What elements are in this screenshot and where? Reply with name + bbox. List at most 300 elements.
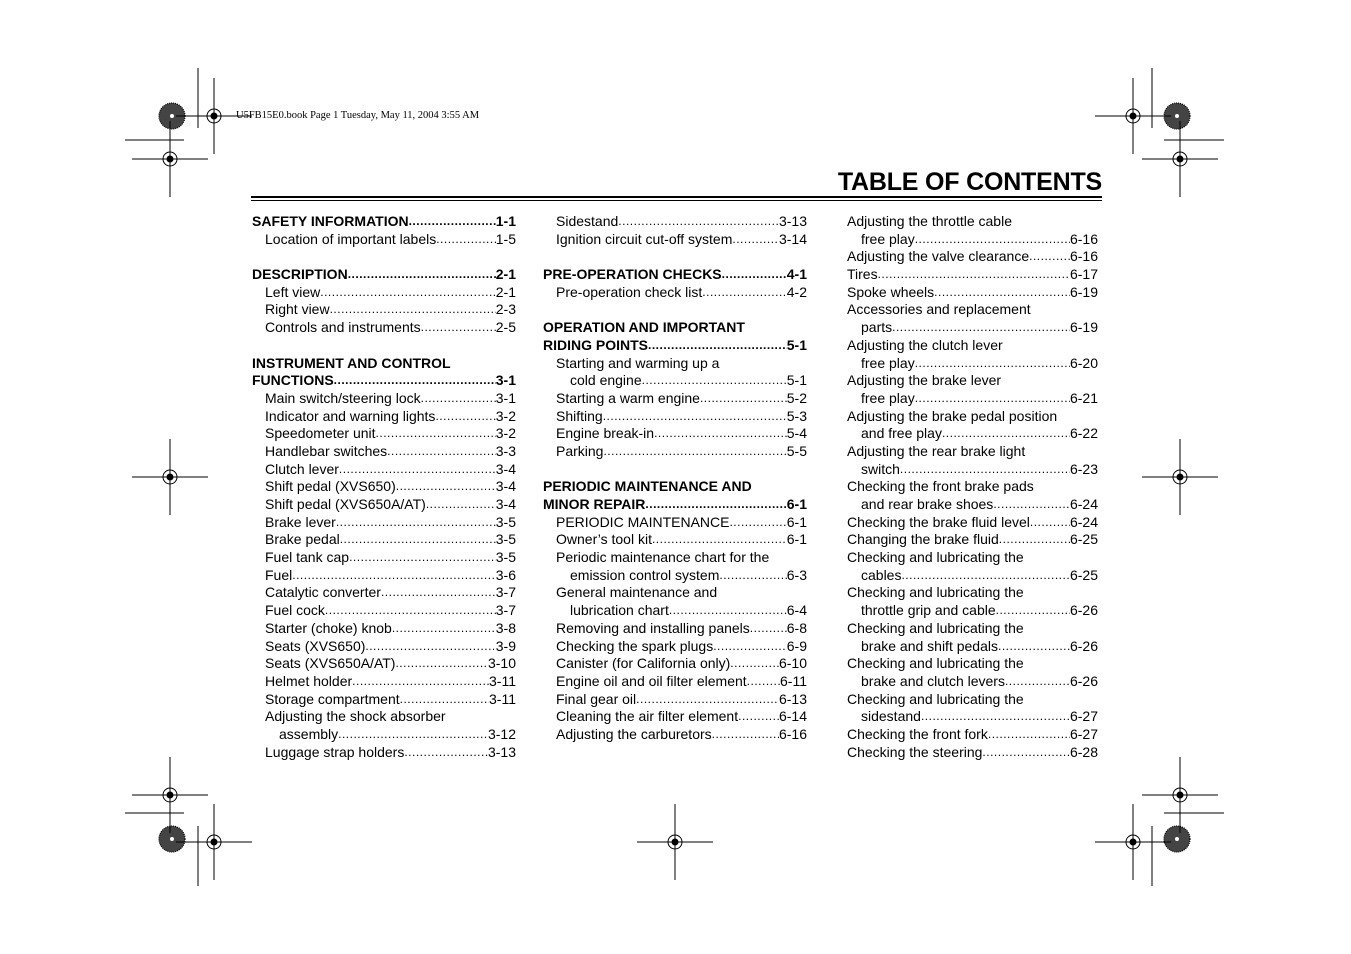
dot-leader	[292, 567, 496, 585]
toc-entry-page: 3-9	[495, 637, 516, 654]
dot-leader	[915, 231, 1070, 249]
toc-entry-title: Final gear oil	[556, 690, 637, 707]
toc-entry	[252, 213, 516, 231]
toc-entry	[543, 567, 807, 585]
dot-leader	[993, 496, 1070, 514]
dot-leader	[713, 638, 787, 656]
toc-entry-page: 5-5	[786, 442, 807, 459]
toc-entry-page: 6-16	[1069, 230, 1098, 247]
toc-entry-title: Changing the brake fluid	[847, 531, 999, 548]
toc-entry-page: 5-4	[786, 425, 807, 442]
toc-entry-title: Checking the brake fluid level	[847, 513, 1030, 530]
toc-entry-page: 6-17	[1069, 266, 1098, 283]
toc-entry-page: 2-5	[495, 319, 516, 336]
toc-entry-page: 6-23	[1069, 460, 1098, 477]
dot-leader	[603, 443, 786, 461]
toc-entry	[847, 496, 1098, 514]
toc-entry	[252, 638, 516, 656]
toc-entry-title: brake and clutch levers	[861, 672, 1005, 689]
dot-leader	[750, 620, 787, 638]
toc-entry	[252, 514, 516, 532]
toc-entry-page: 6-25	[1069, 566, 1098, 583]
toc-entry	[252, 531, 516, 549]
toc-entry-title: INSTRUMENT AND CONTROL	[252, 354, 451, 371]
toc-entry	[847, 584, 1098, 602]
toc-entry-title: General maintenance and	[556, 584, 718, 601]
toc-entry-page: 2-1	[495, 266, 516, 283]
toc-entry-title: DESCRIPTION	[252, 266, 348, 283]
toc-entry-title: free play	[861, 354, 915, 371]
toc-entry	[847, 691, 1098, 709]
toc-entry-title: Brake lever	[265, 513, 336, 530]
toc-entry-title: Engine break-in	[556, 425, 655, 442]
dot-leader	[702, 284, 786, 302]
toc-entry-title: lubrication chart	[570, 602, 669, 619]
toc-entry-page: 3-13	[487, 743, 516, 760]
toc-entry	[543, 602, 807, 620]
dot-leader	[349, 549, 496, 567]
dot-leader	[320, 284, 496, 302]
dot-leader	[738, 708, 779, 726]
toc-entry-page: 6-24	[1069, 496, 1098, 512]
dot-leader	[421, 319, 496, 337]
toc-entry-page: 3-11	[489, 672, 516, 689]
toc-entry-page: 3-4	[495, 478, 516, 495]
toc-entry	[847, 514, 1098, 532]
toc-entry	[543, 514, 807, 532]
toc-entry	[543, 531, 807, 549]
toc-entry-title: Starting a warm engine	[556, 389, 700, 406]
toc-entry	[543, 284, 807, 302]
toc-entry-title: Checking and lubricating the	[847, 655, 1024, 672]
toc-entry-title: Ignition circuit cut-off system	[556, 230, 733, 247]
dot-leader	[325, 602, 496, 620]
dot-leader	[435, 408, 495, 426]
toc-entry	[847, 461, 1098, 479]
dot-leader	[652, 531, 787, 549]
toc-entry	[847, 478, 1098, 496]
dot-leader	[900, 461, 1070, 479]
spoke-mark-icon	[1164, 826, 1190, 852]
toc-entry-page: 6-27	[1069, 725, 1098, 742]
toc-entry-title: Accessories and replacement	[847, 301, 1031, 318]
toc-entry	[847, 408, 1098, 426]
toc-entry-page: 3-8	[495, 619, 516, 636]
registration-target-icon	[1142, 121, 1218, 197]
dot-leader	[988, 726, 1070, 744]
dot-leader	[732, 231, 779, 249]
toc-entry-title: Adjusting the brake lever	[847, 372, 1002, 389]
dot-leader	[934, 284, 1070, 302]
toc-entry-page: 3-10	[487, 655, 516, 672]
page-title: TABLE OF CONTENTS	[837, 168, 1102, 196]
toc-entry-title: Fuel tank cap	[265, 549, 350, 566]
toc-entry-title: Clutch lever	[265, 460, 339, 477]
toc-entry-title: brake and shift pedals	[861, 637, 998, 654]
toc-entry	[543, 673, 807, 691]
toc-entry-title: Shifting	[556, 407, 603, 424]
toc-entry-title: PERIODIC MAINTENANCE	[556, 513, 730, 530]
toc-entry	[847, 319, 1098, 337]
toc-entry-title: switch	[861, 460, 900, 477]
toc-entry	[252, 708, 516, 726]
title-rule	[251, 196, 1102, 198]
toc-entry-title: Engine oil and oil filter element	[556, 672, 747, 689]
registration-target-icon	[176, 804, 252, 880]
toc-entry-title: Fuel	[265, 566, 293, 583]
toc-entry-title: Starting and warming up a	[556, 354, 720, 371]
toc-entry-page: 6-3	[786, 566, 807, 583]
toc-entry-title: Parking	[556, 442, 604, 459]
toc-entry	[252, 567, 516, 585]
toc-entry	[543, 213, 807, 231]
toc-entry-page: 3-13	[778, 213, 807, 229]
toc-entry-title: cold engine	[570, 372, 642, 389]
toc-entry	[543, 443, 807, 461]
dot-leader	[719, 567, 786, 585]
toc-column-1	[252, 213, 516, 761]
dot-leader	[1005, 673, 1070, 691]
toc-entry	[847, 425, 1098, 443]
toc-entry-title: Main switch/steering lock	[265, 389, 421, 406]
dot-leader	[339, 461, 496, 479]
dot-leader	[348, 266, 496, 284]
toc-entry-page: 3-4	[495, 460, 516, 477]
toc-entry	[252, 284, 516, 302]
dot-leader	[336, 514, 496, 532]
toc-entry-title: Luggage strap holders	[265, 743, 405, 760]
toc-entry-page: 6-1	[786, 513, 807, 530]
toc-entry	[543, 549, 807, 567]
toc-entry-page: 6-10	[778, 655, 807, 672]
toc-entry-title: Right view	[265, 301, 330, 318]
toc-entry-title: and free play	[861, 425, 942, 442]
registration-target-icon	[132, 121, 208, 197]
toc-entry	[252, 390, 516, 408]
toc-entry	[252, 266, 516, 284]
dot-leader	[982, 744, 1070, 762]
toc-entry	[543, 708, 807, 726]
dot-leader	[642, 372, 787, 390]
toc-entry-title: Catalytic converter	[265, 584, 381, 601]
toc-entry	[252, 461, 516, 479]
dot-leader	[996, 602, 1070, 620]
toc-entry-page: 3-1	[495, 389, 516, 406]
toc-entry-title: Pre-operation check list	[556, 283, 703, 300]
toc-entry-title: Checking and lubricating the	[847, 549, 1024, 566]
toc-entry-title: RIDING POINTS	[543, 336, 649, 353]
registration-target-icon	[132, 757, 208, 833]
toc-entry	[847, 372, 1098, 390]
toc-entry-title: Checking and lubricating the	[847, 619, 1024, 636]
dot-leader	[400, 691, 489, 709]
dot-leader	[376, 425, 496, 443]
dot-leader	[396, 478, 496, 496]
toc-entry-title: Indicator and warning lights	[265, 407, 436, 424]
toc-entry	[847, 337, 1098, 355]
registration-target-icon	[132, 439, 208, 515]
dot-leader	[381, 584, 496, 602]
toc-entry-title: Left view	[265, 283, 321, 300]
toc-entry-title: Brake pedal	[265, 531, 340, 548]
dot-leader	[901, 567, 1070, 585]
toc-entry-title: Adjusting the carburetors	[556, 725, 712, 742]
toc-entry-page: 3-5	[495, 531, 516, 548]
toc-entry-title: SAFETY INFORMATION	[252, 213, 409, 229]
toc-entry-page: 5-3	[786, 407, 807, 424]
toc-entry-page: 3-14	[778, 230, 807, 247]
dot-leader	[722, 266, 787, 284]
registration-target-icon	[1095, 804, 1171, 880]
toc-entry-page: 3-5	[495, 549, 516, 566]
registration-target-icon	[637, 804, 713, 880]
dot-leader	[1029, 248, 1070, 266]
title-rule-thin	[251, 200, 1102, 201]
toc-entry-page: 6-26	[1069, 637, 1098, 654]
dot-leader	[436, 231, 496, 249]
toc-entry-title: cables	[861, 566, 902, 583]
dot-leader	[648, 337, 787, 355]
dot-leader	[1030, 514, 1070, 532]
toc-entry	[847, 620, 1098, 638]
toc-entry-title: Starter (choke) knob	[265, 619, 392, 636]
toc-entry-title: Shift pedal (XVS650)	[265, 478, 396, 495]
toc-entry-title: PRE-OPERATION CHECKS	[543, 266, 722, 283]
dot-leader	[998, 638, 1070, 656]
toc-entry	[543, 655, 807, 673]
print-header: U5FB15E0.book Page 1 Tuesday, May 11, 2004 3:55 AM	[236, 110, 480, 121]
toc-entry-title: and rear brake shoes	[861, 496, 994, 512]
registration-target-icon	[1095, 78, 1171, 154]
dot-leader	[730, 655, 779, 673]
dot-leader	[999, 531, 1070, 549]
dot-leader	[352, 673, 489, 691]
dot-leader	[942, 425, 1070, 443]
dot-leader	[330, 301, 496, 319]
toc-entry-page: 6-4	[786, 602, 807, 619]
toc-entry	[543, 425, 807, 443]
toc-entry-page: 6-26	[1069, 602, 1098, 619]
toc-entry	[543, 496, 807, 514]
toc-entry	[847, 549, 1098, 567]
toc-entry-page: 3-7	[495, 602, 516, 619]
toc-entry	[252, 425, 516, 443]
toc-entry	[847, 655, 1098, 673]
toc-entry-title: Adjusting the brake pedal position	[847, 407, 1058, 424]
dot-leader	[603, 408, 787, 426]
toc-entry-title: throttle grip and cable	[861, 602, 996, 619]
dot-leader	[915, 355, 1070, 373]
toc-entry	[543, 337, 807, 355]
toc-entry-page: 3-3	[495, 442, 516, 459]
toc-entry-title: Periodic maintenance chart for the	[556, 549, 770, 566]
toc-entry	[543, 355, 807, 373]
toc-entry-title: Adjusting the valve clearance	[847, 248, 1030, 265]
toc-entry	[252, 726, 516, 744]
toc-entry	[252, 691, 516, 709]
toc-entry-title: Adjusting the clutch lever	[847, 336, 1003, 353]
toc-entry	[252, 620, 516, 638]
toc-entry	[252, 231, 516, 249]
dot-leader	[878, 266, 1070, 284]
toc-entry-page: 6-19	[1069, 283, 1098, 300]
toc-entry-page: 6-8	[786, 619, 807, 636]
dot-leader	[387, 443, 496, 461]
toc-entry-page: 2-3	[495, 301, 516, 318]
toc-column-3	[847, 213, 1098, 761]
dot-leader	[915, 390, 1070, 408]
toc-entry	[543, 372, 807, 390]
toc-entry-page: 3-12	[487, 725, 516, 742]
dot-leader	[645, 496, 786, 514]
toc-entry-title: Fuel cock	[265, 602, 325, 619]
toc-entry-page: 3-5	[495, 513, 516, 530]
toc-entry-page: 6-26	[1069, 672, 1098, 689]
toc-entry-title: Tires	[847, 266, 878, 283]
toc-entry-title: Helmet holder	[265, 672, 353, 689]
toc-entry-title: emission control system	[570, 566, 720, 583]
toc-entry-page: 6-25	[1069, 531, 1098, 548]
toc-entry	[252, 744, 516, 762]
toc-entry-page: 1-1	[495, 213, 516, 229]
toc-entry-title: Checking the steering	[847, 743, 983, 760]
toc-entry-title: sidestand	[861, 708, 921, 725]
toc-entry-page: 6-27	[1069, 708, 1098, 725]
toc-entry	[543, 478, 807, 496]
toc-entry-page: 3-6	[495, 566, 516, 583]
toc-entry-title: FUNCTIONS	[252, 372, 334, 389]
toc-entry	[847, 673, 1098, 691]
toc-entry-page: 6-14	[778, 708, 807, 725]
toc-entry-title: Adjusting the throttle cable	[847, 213, 1012, 229]
dot-leader	[921, 708, 1070, 726]
toc-entry	[847, 266, 1098, 284]
dot-leader	[334, 372, 496, 390]
toc-entry-title: Sidestand	[556, 213, 619, 229]
toc-entry-title: Location of important labels	[265, 230, 437, 247]
toc-entry-page: 6-22	[1069, 425, 1098, 442]
toc-entry-page: 3-1	[495, 372, 516, 389]
toc-entry	[847, 602, 1098, 620]
toc-entry	[252, 549, 516, 567]
toc-entry	[252, 496, 516, 514]
toc-entry-page: 6-16	[778, 725, 807, 742]
toc-entry	[543, 691, 807, 709]
toc-entry-title: Spoke wheels	[847, 283, 935, 300]
toc-entry	[543, 390, 807, 408]
toc-entry	[543, 266, 807, 284]
toc-entry	[543, 620, 807, 638]
toc-entry	[543, 726, 807, 744]
toc-entry-title: Checking and lubricating the	[847, 690, 1024, 707]
toc-entry-page: 1-5	[495, 230, 516, 247]
toc-entry-page: 5-1	[786, 372, 807, 389]
toc-entry-page: 5-1	[786, 336, 807, 353]
dot-leader	[340, 531, 496, 549]
toc-entry	[252, 478, 516, 496]
dot-leader	[700, 390, 787, 408]
toc-entry-title: OPERATION AND IMPORTANT	[543, 319, 745, 336]
toc-entry-title: Canister (for California only)	[556, 655, 731, 672]
toc-entry	[847, 355, 1098, 373]
toc-entry-page: 3-7	[495, 584, 516, 601]
dot-leader	[421, 390, 496, 408]
toc-entry-page: 6-24	[1069, 513, 1098, 530]
toc-entry	[847, 301, 1098, 319]
dot-leader	[618, 213, 779, 231]
toc-entry	[543, 319, 807, 337]
dot-leader	[395, 655, 488, 673]
toc-entry	[252, 673, 516, 691]
toc-entry-title: Controls and instruments	[265, 319, 421, 336]
toc-entry-title: Storage compartment	[265, 690, 400, 707]
registration-target-icon	[1142, 439, 1218, 515]
toc-column-2	[543, 213, 807, 744]
toc-entry	[847, 443, 1098, 461]
toc-entry	[252, 655, 516, 673]
dot-leader	[404, 744, 488, 762]
registration-target-icon	[1142, 757, 1218, 833]
dot-leader	[392, 620, 496, 638]
toc-entry-page: 4-2	[786, 283, 807, 300]
toc-entry	[252, 355, 516, 373]
toc-entry	[252, 584, 516, 602]
toc-entry	[847, 744, 1098, 762]
toc-entry	[847, 213, 1098, 231]
toc-entry	[252, 372, 516, 390]
toc-entry-page: 6-1	[786, 496, 807, 512]
toc-entry	[252, 443, 516, 461]
toc-entry-page: 6-20	[1069, 354, 1098, 371]
toc-entry-title: Adjusting the shock absorber	[265, 708, 446, 725]
toc-entry-page: 6-16	[1069, 248, 1098, 265]
toc-entry-title: parts	[861, 319, 893, 336]
toc-entry-title: free play	[861, 389, 915, 406]
toc-entry-page: 3-11	[489, 690, 516, 707]
toc-entry-title: Removing and installing panels	[556, 619, 750, 636]
dot-leader	[669, 602, 787, 620]
toc-entry-page: 6-13	[778, 690, 807, 707]
toc-entry	[847, 708, 1098, 726]
toc-entry-title: Checking the spark plugs	[556, 637, 714, 654]
dot-leader	[636, 691, 779, 709]
spoke-mark-icon	[159, 826, 185, 852]
toc-entry-page: 4-1	[786, 266, 807, 283]
toc-entry	[252, 408, 516, 426]
toc-entry-title: Adjusting the rear brake light	[847, 442, 1026, 459]
toc-entry	[847, 390, 1098, 408]
toc-entry-page: 5-2	[786, 389, 807, 406]
toc-entry-title: Owner’s tool kit	[556, 531, 652, 548]
toc-entry-title: Seats (XVS650A/AT)	[265, 655, 396, 672]
toc-entry-page: 6-11	[780, 672, 807, 689]
toc-entry	[252, 319, 516, 337]
toc-entry-page: 3-2	[495, 407, 516, 424]
toc-entry-page: 6-1	[786, 531, 807, 548]
dot-leader	[747, 673, 780, 691]
toc-entry-page: 3-4	[495, 496, 516, 512]
toc-entry-title: assembly	[279, 725, 339, 742]
toc-entry	[847, 726, 1098, 744]
dot-leader	[365, 638, 495, 656]
dot-leader	[892, 319, 1070, 337]
dot-leader	[712, 726, 779, 744]
dot-leader	[426, 496, 496, 514]
toc-entry	[543, 638, 807, 656]
toc-entry	[847, 231, 1098, 249]
toc-entry-page: 6-28	[1069, 743, 1098, 760]
toc-entry-title: free play	[861, 230, 915, 247]
